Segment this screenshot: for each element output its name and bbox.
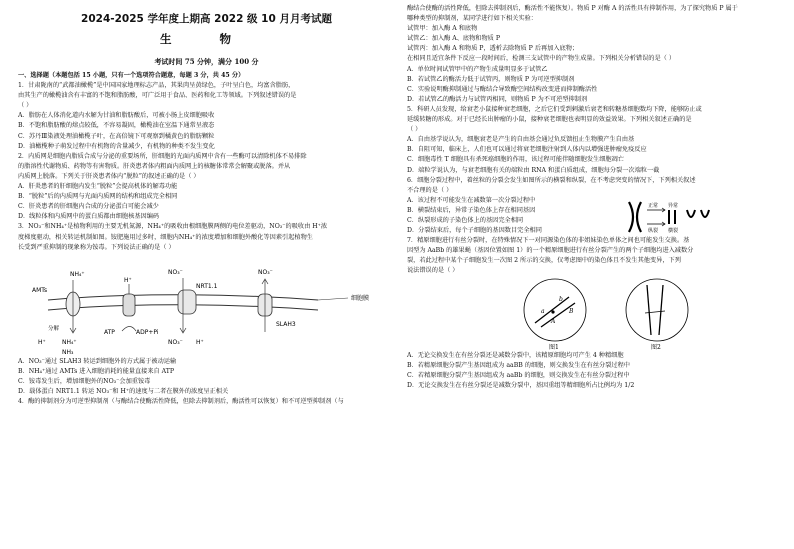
chromosome-arm xyxy=(637,202,641,232)
q7-option-b: B．若精原细胞分裂产生基因组成为 aaBB 的细胞，则交换发生在有丝分裂过程中 xyxy=(407,361,630,369)
q3-stem-line: 3．NO₃⁻和NH₄⁺是植物利用的主要无机氮源，NH₄⁺的吸收由根细胞膜两侧的电位差驱动，NO₃⁻的吸收由 H⁺浓 xyxy=(18,223,328,231)
question-3 xyxy=(18,222,395,397)
h-inside-label: H⁺ xyxy=(196,338,204,346)
q7-cell-figures xyxy=(407,277,779,351)
membrane-label: 细胞膜 xyxy=(351,294,370,302)
q6-stem-line: 6．细胞分裂过程中，着丝粒的分裂会发生如图所示的横裂和纵裂，在不考虑突变的情况下，下列相关叙述 xyxy=(407,176,696,184)
membrane-leader-line xyxy=(318,298,348,300)
q4-cont-line: 在相同且适宜条件下反应一段时间后，检测三支试管中的产物生成量。下列相关分析错误的是（ ） xyxy=(407,55,676,63)
no3-top1-label: NO₃⁻ xyxy=(168,268,183,276)
q5-option-c: C．细胞毒性 T 细胞具有杀死癌细胞的作用，该过程可能伴随细胞发生细胞凋亡 xyxy=(407,156,624,164)
q4-cont-line: 试管甲：加入酶 A 和底物 xyxy=(407,25,478,33)
q3-figure-svg xyxy=(18,254,395,356)
proton-pump-shape xyxy=(123,294,135,316)
label-horizontal: 横裂 xyxy=(668,227,679,234)
q4-cont-line: 试管乙：加入酶 A、底物和物质 P xyxy=(407,35,501,43)
q4-option-b: B．若试管乙的酶活力低于试管丙，则物质 P 为可逆型抑制剂 xyxy=(407,75,575,83)
q5-stem-line: （ ） xyxy=(407,126,422,134)
question-4-continued xyxy=(407,4,779,105)
label-abnormal: 异常 xyxy=(668,202,679,209)
slah3-label: SLAH3 xyxy=(276,320,296,328)
q1-option-d: D．油橄榄种子萌发过程中有机物的含量减少，有机物的种类不发生变化 xyxy=(18,142,215,150)
q4-cont-line: 哪种类型的抑制剂，某同学进行如下相关实验： xyxy=(407,15,537,23)
q7-stem-line: 7．精原细胞进行有丝分裂时，在特殊情况下一对同源染色体的非姐妹染色单体之间也可能发生交换。基 xyxy=(407,237,690,245)
v-chromosome xyxy=(701,210,709,217)
q5-option-a: A．自由基学说认为，细胞衰老是产生的自由基会通过负反馈扭止生物膜产生自由基 xyxy=(407,136,635,144)
q6-stem-line: 不合理的是（ ） xyxy=(407,186,453,194)
left-column xyxy=(18,0,395,407)
q6-option-a: A．该过程不可能发生在减数第一次分裂过程中 xyxy=(407,196,536,204)
crossover-fig2 xyxy=(645,311,665,313)
adp-label: ADP+Pi xyxy=(136,328,159,336)
q6-option-c: C．纵裂形成的子染色体上的基因完全相同 xyxy=(407,216,524,224)
h-top-label: H⁺ xyxy=(124,276,132,284)
q4-option-d: D．若试管乙的酶活力与试管丙相同，则物质 P 为不可逆型抑制剂 xyxy=(407,95,588,103)
figure-1-label: 图1 xyxy=(549,343,559,351)
q1-option-c: C．苏丹Ⅲ染液处理油橄榄子叶，在高倍镜下可观察到橘黄色的脂肪颗粒 xyxy=(18,132,215,140)
decompose-label: 分解 xyxy=(48,325,60,332)
figure-2-label: 图2 xyxy=(651,343,661,351)
q1-stem-line: （ ） xyxy=(18,102,33,110)
question-7 xyxy=(407,236,779,391)
q2-stem-line: 内质网上脱落。下列关于肝炎患者体内“脱粒”的叙述正确的是（ ） xyxy=(18,172,200,180)
chromosome-fig2 xyxy=(659,285,663,335)
q5-option-b: B．自阻可知，临床上，人们也可以通过将衰老细胞注射到人体内以增强进肿瘤免疫反应 xyxy=(407,146,647,154)
q6-option-b: B．横裂结束后，异常子染色体上存在相同基因 xyxy=(407,206,536,214)
q4-cont-line: 试管丙：加入酶 A 和物质 P，透析去除物质 P 后再加入底物； xyxy=(407,45,579,53)
exam-meta: 考试时间 75 分钟，满分 100 分 xyxy=(154,57,259,66)
question-5 xyxy=(407,105,779,176)
no3-top2-label: NO₃⁻ xyxy=(258,268,273,276)
q4-stem-line: 4．酶的抑制剂分为可逆型抑制剂（与酶结合使酶活性降低，但除去抑制剂后，酶活性可以恢复）和不可逆型抑制剂（与 xyxy=(18,398,344,406)
q2-option-b: B．“脱粒”后的内质网与光面内质网的结构和组成完全相同 xyxy=(18,193,178,201)
q1-option-b: B．不饱和脂肪酸的熔点较低，不容易凝固，橄榄油在室温下通常呈液态 xyxy=(18,122,215,130)
allele-B: B xyxy=(569,307,574,315)
q4-option-c: C．实验说明酶抑制通过与酶结合导致酶空间结构改变进而抑制酶活性 xyxy=(407,85,598,93)
q2-option-c: C．肝炎患者的肝细胞内合成的分泌蛋白可能会减少 xyxy=(18,203,159,211)
no3-inside-label: NO₃⁻ xyxy=(168,338,183,346)
q3-option-d: D．载体蛋白 NRT1.1 转运 NO₃⁻和 H⁺的速度与二者在膜外的浓度呈正相关 xyxy=(18,387,229,395)
q2-stem-line: 2．内质网是细胞内脂质合成与分泌的重要场所，肝细胞的光面内质网中含有一些酶可以清除机体不易排除 xyxy=(18,152,307,160)
question-4 xyxy=(18,397,395,407)
exam-title: 2024-2025 学年度上期高 2022 级 10 月月考试题 xyxy=(81,13,332,25)
q6-centromere-figure xyxy=(625,198,725,236)
q3-transport-figure xyxy=(18,254,395,356)
q1-option-a: A．脂肪在人体消化道内水解为甘油和脂肪酸后，可被小肠上皮细胞吸收 xyxy=(18,112,215,120)
cell-circle-fig1 xyxy=(524,279,586,341)
nh4-outside-label: NH₄⁺ xyxy=(70,270,85,278)
q6-options xyxy=(407,196,647,236)
question-2 xyxy=(18,152,395,223)
cell-circle-fig2 xyxy=(626,279,688,341)
q5-stem-line: 5．科研人员发现，给衰老小鼠接种衰老细胞，之后它们受到刺激后衰老和转糖基细胞数均下降，能够防止或 xyxy=(407,105,702,113)
atp-arrow xyxy=(122,326,136,331)
nh3-label: NH₃ xyxy=(62,348,74,356)
q7-option-a: A．无论交换发生在有丝分裂还是减数分裂中，该精原细胞均可产生 4 种精细胞 xyxy=(407,351,624,359)
q7-option-d: D．无论交换发生在有丝分裂还是减数分裂中，基因重组等精细胞所占比例均为 1/2 xyxy=(407,381,635,389)
label-normal: 正常 xyxy=(648,202,659,209)
q4-cont-line: 酶结合使酶的活性降低，但除去抑制剂后，酶活性不能恢复）。物质 P 对酶 A 的活性具有抑制作用，为了探究物质 P 属于 xyxy=(407,5,738,12)
nh4-inside-label: NH₄⁺ xyxy=(62,338,77,346)
q4-option-a: A．单位时间试管甲中的产物生成量明显多于试管乙 xyxy=(407,65,548,73)
q7-figure-svg xyxy=(407,277,779,351)
q5-stem-line: 延缓转糖的形成。对于已经长出肿瘤的小鼠，接种衰老细胞也表明显的效益效果。下列相关叙述正确的是 xyxy=(407,116,692,124)
q7-stem-line: 因型为 AaBb 的雄果蝇（基因位置如图 1）的一个精原细胞进行有丝分裂产生的两个子细胞均进入减数分 xyxy=(407,247,694,255)
allele-a: a xyxy=(541,307,545,315)
chromosome-fig2 xyxy=(647,285,651,335)
atp-label: ATP xyxy=(104,328,115,336)
q1-stem-line: 由其生产的橄榄油含有丰富的不饱和脂肪酸，可广泛用于食品、医药和化工等领域。下列叙述错误的是 xyxy=(18,92,297,100)
q3-stem-line: 度梯度驱动，相关转运机制如图。铵肥施用过多时，细胞内NH₄⁺的浓度增加和细胞外酸化等因素引起植物生 xyxy=(18,233,313,241)
centromere-fig1 xyxy=(551,310,554,313)
right-column xyxy=(407,4,779,391)
v-chromosome xyxy=(687,210,695,217)
q7-option-c: C．若精原细胞分裂产生基因组成为 aaBb 的细胞，则交换发生在有丝分裂过程中 xyxy=(407,371,630,379)
label-vertical: 纵裂 xyxy=(648,227,659,234)
q2-stem-line: 的脂溶性代谢物质、药物等有害物质。肝炎患者体内粗面内质网上的核糖体常常会解聚或脱落。并从 xyxy=(18,162,291,170)
q3-option-b: B．NH₄⁺通过 AMTs 进入细胞消耗的能量直接来自 ATP xyxy=(18,367,175,375)
allele-A: A xyxy=(551,317,556,325)
q2-option-a: A．肝炎患者的肝细胞内发生“脱粒”会提高机体的解毒功能 xyxy=(18,183,178,191)
q3-stem-line: 长受到严重抑制的现象称为铵毒。下列说法正确的是（ ） xyxy=(18,243,175,251)
amts-label: AMTs xyxy=(32,286,48,294)
q2-option-d: D．线粒体和内质网中的蛋白质都由细胞核基因编码 xyxy=(18,213,160,221)
q1-stem-line: 1．甘肃陇南的“武都油橄榄”是中国国家地理标志产品，其果肉呈黄绿色，子叶呈白色，均富含脂肪， xyxy=(18,82,295,90)
section-heading: 一、选择题（本题包括 15 小题，只有一个选项符合题意，每题 3 分，共 45 分） xyxy=(18,72,245,79)
allele-b: b xyxy=(559,295,563,303)
q7-stem-line: 裂，若此过程中某个子细胞发生一次图 2 所示的交换，仅考虑图中的染色体且不发生其他变异，下列 xyxy=(407,257,681,265)
q3-option-a: A．NO₃⁻通过 SLAH3 转运到细胞外的方式属于被动运输 xyxy=(18,357,177,365)
question-1 xyxy=(18,81,395,152)
q5-option-d: D．端粒学说认为，与衰老细胞有关的端粒由 RNA 和蛋白质组成，细胞每分裂一次端粒一截 xyxy=(407,166,660,174)
q3-option-c: C．铵毒发生后，增加细胞外的NO₃⁻会加重铵毒 xyxy=(18,377,151,385)
q6-option-d: D．分裂结束后，每个子细胞的基因数目完全相同 xyxy=(407,227,542,235)
q7-stem-line: 说法错误的是（ ） xyxy=(407,267,459,275)
nrt-label: NRT1.1 xyxy=(196,282,218,290)
exam-subject: 生 物 xyxy=(159,32,253,46)
question-6 xyxy=(407,176,779,237)
nrt-protein-shape xyxy=(178,290,196,314)
h-left-label: H⁺ xyxy=(38,338,46,346)
chromosome-arm xyxy=(629,202,633,232)
